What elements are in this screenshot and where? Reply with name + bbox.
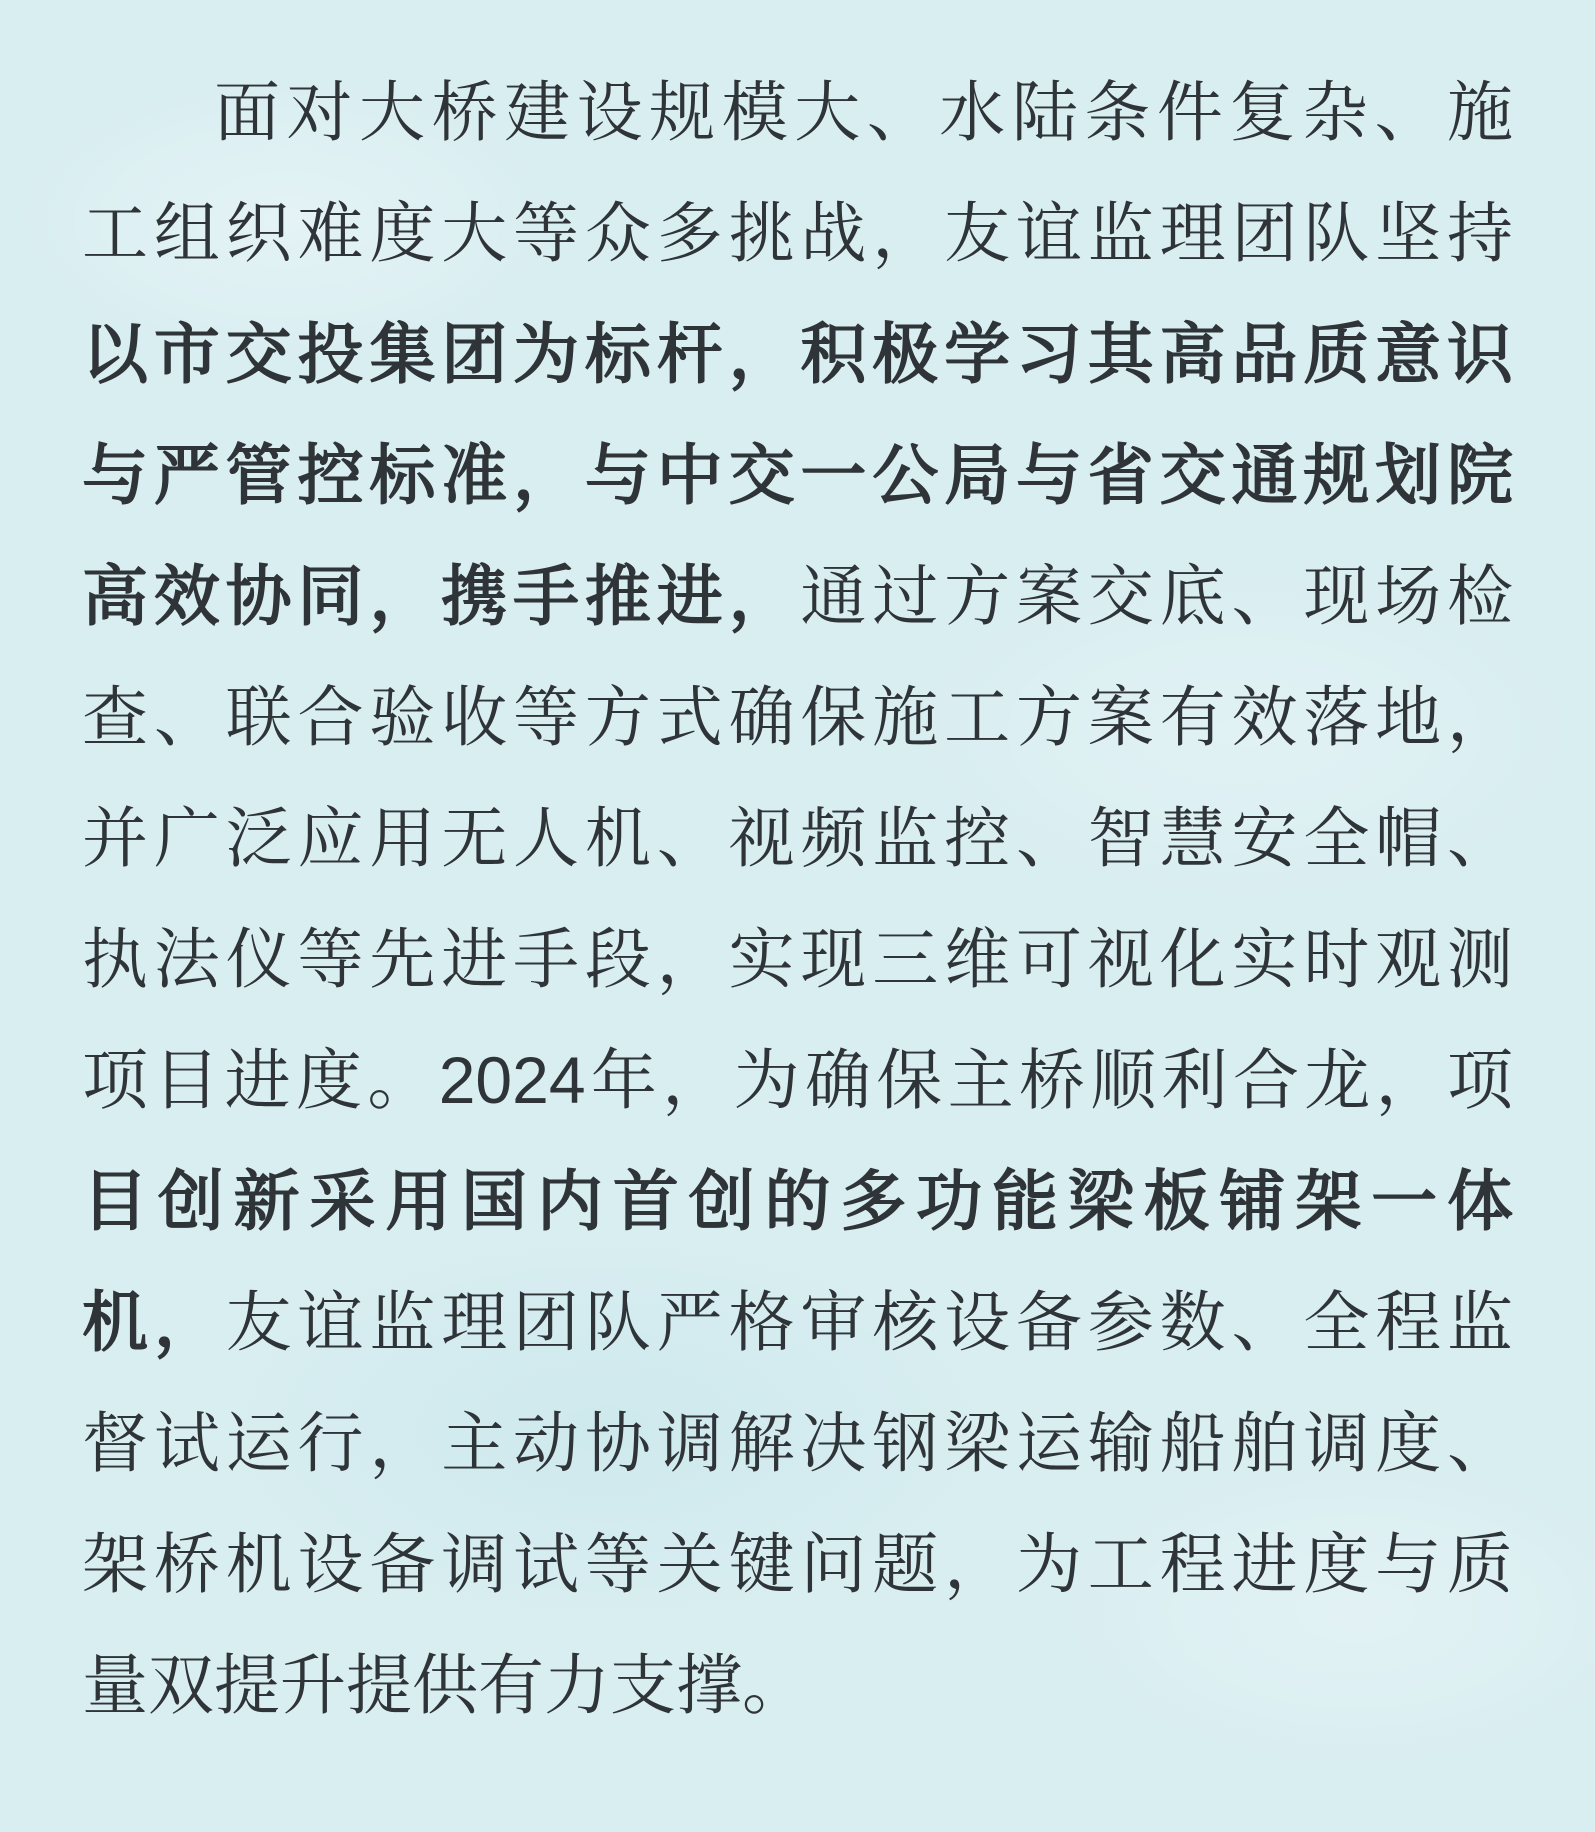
text-line <box>82 657 1513 778</box>
bold-text-segment: 以市交投集团为标杆，积极学习其高品质意识 <box>82 317 1513 391</box>
text-line <box>82 1625 1513 1746</box>
bold-text-segment: 目创新采用国内首创的多功能梁板铺架一体 <box>82 1164 1513 1238</box>
text-line <box>82 173 1513 294</box>
text-line <box>82 1020 1513 1141</box>
text-line <box>82 899 1513 1020</box>
text-segment: 架桥机设备调试等关键问题，为工程进度与质 <box>82 1527 1513 1601</box>
text-segment: 督试运行，主动协调解决钢梁运输船舶调度、 <box>82 1406 1513 1480</box>
text-segment: 并广泛应用无人机、视频监控、智慧安全帽、 <box>82 801 1513 875</box>
text-line <box>82 415 1513 536</box>
bold-text-segment: 高效协同，携手推进， <box>82 559 801 633</box>
text-segment: 执法仪等先进手段，实现三维可视化实时观测 <box>82 922 1513 996</box>
text-segment: 通过方案交底、现场检 <box>800 559 1514 633</box>
text-segment: 工组织难度大等众多挑战，友谊监理团队坚持 <box>82 196 1513 270</box>
text-line <box>82 294 1513 415</box>
text-segment: 量双提升提供有力支撑。 <box>82 1648 808 1722</box>
text-line <box>82 1141 1513 1262</box>
text-line <box>82 1504 1513 1625</box>
text-segment: 面对大桥建设规模大、水陆条件复杂、施 <box>214 75 1513 149</box>
text-line <box>82 52 1513 173</box>
text-segment: 友谊监理团队严格审核设备参数、全程监 <box>225 1285 1514 1359</box>
text-line <box>82 536 1513 657</box>
text-line <box>82 778 1513 899</box>
bold-text-segment: 与严管控标准，与中交一公局与省交通规划院 <box>82 438 1513 512</box>
text-line <box>82 1262 1513 1383</box>
text-segment: 项目进度。2024年，为确保主桥顺利合龙，项 <box>82 1043 1513 1117</box>
bold-text-segment: 机， <box>82 1285 226 1359</box>
text-line <box>82 1383 1513 1504</box>
text-segment: 查、联合验收等方式确保施工方案有效落地， <box>82 680 1513 754</box>
